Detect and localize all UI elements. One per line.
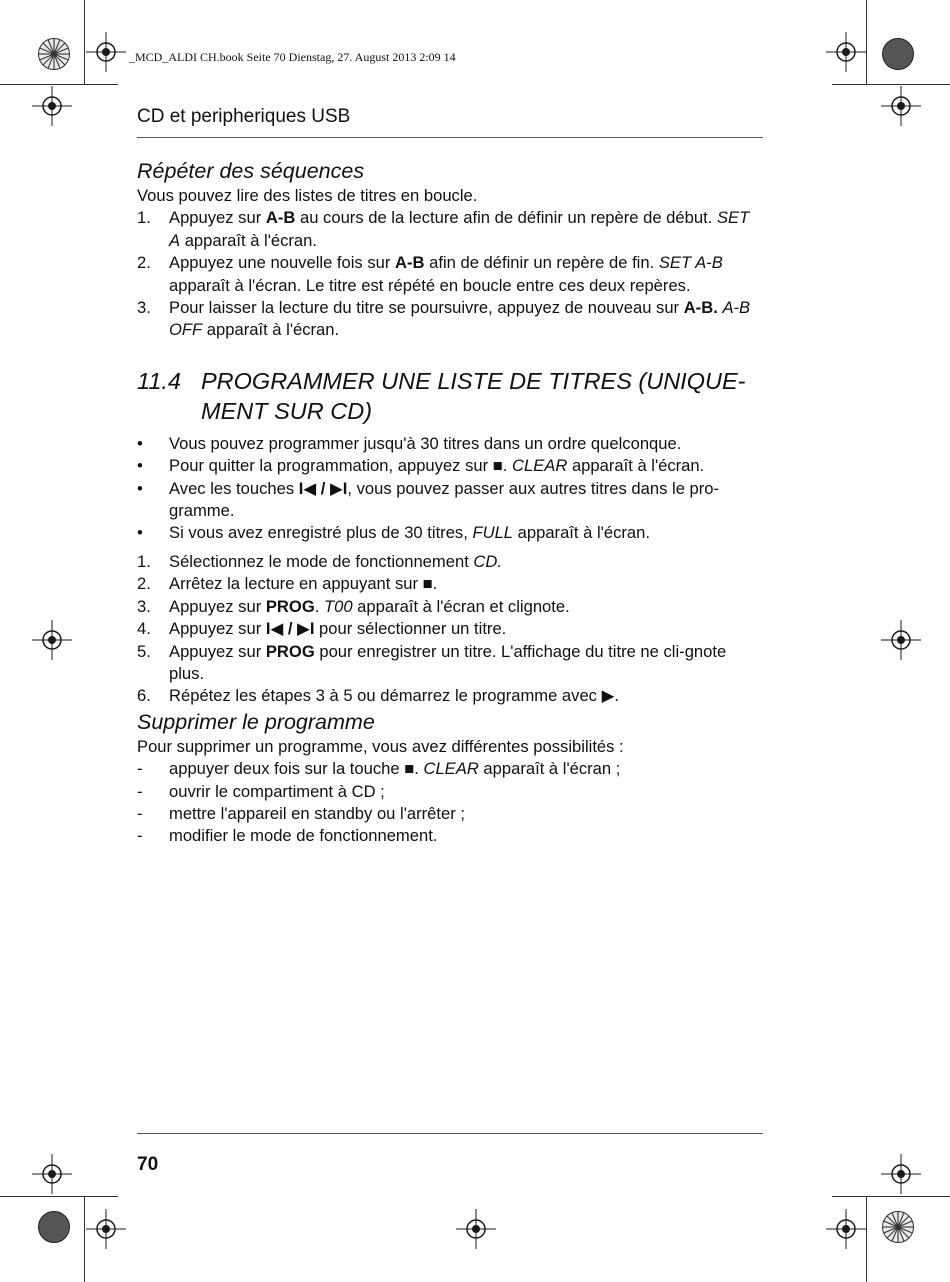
display-text: CD.: [473, 551, 502, 571]
repeat-step: [137, 207, 763, 252]
step-text: Appuyez sur: [169, 596, 266, 616]
display-text: SET A: [169, 208, 750, 250]
bullet-item: [137, 455, 763, 477]
bullet-icon: •: [137, 433, 143, 453]
dash-icon: -: [137, 826, 143, 846]
crop-line: [832, 84, 950, 85]
program-step: [137, 551, 763, 573]
step-text: apparaît à l'écran.: [202, 320, 340, 340]
bullet-icon: •: [137, 523, 143, 543]
key-label: PROG: [265, 596, 315, 616]
program-step: [137, 573, 763, 595]
section-title: PROGRAMMER UNE LISTE DE TITRES (UNIQUE-MENT SUR CD): [201, 367, 746, 424]
crop-line: [866, 1196, 867, 1282]
step-text: Répétez les étapes 3 à 5 ou démarrez le programme avec ▶.: [169, 686, 619, 706]
step-number: 5.: [137, 641, 151, 661]
crosshair-icon: [826, 32, 866, 72]
section-bullets: [137, 433, 763, 545]
key-label: PROG: [265, 641, 315, 661]
dash-text: modifier le mode de fonctionnement.: [169, 826, 438, 846]
repeat-step: [137, 297, 763, 342]
crosshair-icon: [826, 1209, 866, 1249]
step-text: pour sélectionner un titre.: [314, 619, 507, 639]
crop-line: [866, 0, 867, 84]
step-number: 6.: [137, 686, 151, 706]
display-text: FULL: [472, 523, 514, 543]
dash-text: mettre l'appareil en standby ou l'arrêter ;: [169, 803, 465, 823]
crosshair-icon: [32, 620, 72, 660]
section-heading: [137, 366, 763, 426]
step-text: Pour laisser la lecture du titre se poursuivre, appuyez de nouveau sur: [169, 298, 684, 318]
step-text: pour enregistrer un titre. L'affichage du titre ne cli-gnote plus.: [169, 641, 727, 683]
crop-line: [0, 1196, 118, 1197]
dash-item: [137, 781, 763, 803]
step-text: afin de définir un repère de fin.: [424, 253, 659, 273]
dash-icon: -: [137, 781, 143, 801]
footer-rule: [137, 1133, 763, 1134]
crop-line: [832, 1196, 950, 1197]
display-text: SET A-B: [658, 253, 723, 273]
step-number: 4.: [137, 619, 151, 639]
dash-text: appuyer deux fois sur la touche ■.: [169, 759, 424, 779]
step-text: .: [314, 596, 324, 616]
crosshair-icon: [881, 1154, 921, 1194]
repeat-steps: [137, 207, 763, 341]
step-text: apparaît à l'écran et clignote.: [352, 596, 570, 616]
book-source-line: _MCD_ALDI CH.book Seite 70 Dienstag, 27. August 2013 2:09 14: [129, 50, 456, 64]
step-text: au cours de la lecture afin de définir un repère de début.: [295, 208, 717, 228]
bullet-text: Pour quitter la programmation, appuyez sur ■.: [169, 456, 512, 476]
solid-target-icon: [881, 37, 915, 71]
dash-item: [137, 825, 763, 847]
key-label: A-B: [395, 253, 425, 273]
dash-icon: -: [137, 759, 143, 779]
key-label: I◀ / ▶I: [265, 619, 315, 639]
dash-item: [137, 803, 763, 825]
running-head: CD et peripheriques USB: [137, 106, 351, 127]
section-number: 11.4: [137, 367, 181, 394]
crop-line: [0, 84, 118, 85]
bullet-text: apparaît à l'écran.: [513, 523, 650, 543]
crosshair-icon: [86, 1209, 126, 1249]
crop-line: [84, 1196, 85, 1282]
display-text: CLEAR: [423, 759, 479, 779]
repeat-step: [137, 252, 763, 297]
crosshair-icon: [32, 1154, 72, 1194]
dash-text: ouvrir le compartiment à CD ;: [169, 781, 385, 801]
step-number: 3.: [137, 596, 151, 616]
display-text: CLEAR: [511, 456, 568, 476]
bullet-text: Si vous avez enregistré plus de 30 titres,: [169, 523, 473, 543]
delete-options: [137, 758, 763, 848]
step-text: Appuyez sur: [169, 641, 266, 661]
crosshair-icon: [456, 1209, 496, 1249]
crosshair-icon: [881, 620, 921, 660]
step-text: apparaît à l'écran.: [180, 230, 318, 250]
bullet-text: apparaît à l'écran.: [567, 456, 705, 476]
repeat-heading: Répéter des séquences: [137, 159, 365, 183]
dash-item: [137, 758, 763, 780]
header-rule: [137, 137, 763, 138]
bullet-item: [137, 522, 763, 544]
crosshair-icon: [881, 86, 921, 126]
dash-text: apparaît à l'écran ;: [478, 759, 621, 779]
display-text: T00: [323, 596, 353, 616]
sunburst-icon: [37, 37, 71, 71]
step-text: apparaît à l'écran. Le titre est répété en boucle entre ces deux repères.: [169, 275, 691, 295]
program-step: [137, 618, 763, 640]
step-number: 1.: [137, 208, 151, 228]
page-content: [137, 157, 763, 848]
step-text: Appuyez une nouvelle fois sur: [169, 253, 396, 273]
step-text: Arrêtez la lecture en appuyant sur ■.: [169, 574, 438, 594]
sunburst-icon: [881, 1210, 915, 1244]
program-step: [137, 685, 763, 707]
bullet-icon: •: [137, 478, 143, 498]
step-number: 3.: [137, 298, 151, 318]
crosshair-icon: [86, 32, 126, 72]
step-number: 2.: [137, 574, 151, 594]
bullet-icon: •: [137, 456, 143, 476]
bullet-text: Avec les touches: [169, 478, 299, 498]
crosshair-icon: [32, 86, 72, 126]
dash-icon: -: [137, 803, 143, 823]
key-label: A-B: [265, 208, 296, 228]
step-number: 2.: [137, 253, 151, 273]
delete-intro: Pour supprimer un programme, vous avez différentes possibilités :: [137, 736, 624, 756]
bullet-item: [137, 478, 763, 523]
solid-target-icon: [37, 1210, 71, 1244]
crop-line: [84, 0, 85, 84]
program-step: [137, 641, 763, 686]
bullet-text: , vous pouvez passer aux autres titres dans le pro-gramme.: [169, 478, 720, 521]
bullet-item: [137, 433, 763, 455]
program-steps: [137, 551, 763, 708]
step-text: Appuyez sur: [169, 208, 266, 228]
repeat-intro: Vous pouvez lire des listes de titres en boucle.: [137, 186, 478, 205]
key-label: A-B.: [683, 298, 718, 318]
bullet-text: Vous pouvez programmer jusqu'à 30 titres dans un ordre quelconque.: [169, 433, 682, 453]
page-number: 70: [137, 1154, 159, 1175]
delete-heading: Supprimer le programme: [137, 709, 375, 734]
step-number: 1.: [137, 551, 151, 571]
step-text: Sélectionnez le mode de fonctionnement: [169, 551, 474, 571]
key-label: I◀ / ▶I: [298, 478, 348, 498]
step-text: Appuyez sur: [169, 619, 266, 639]
display-text: A-B OFF: [169, 298, 751, 340]
program-step: [137, 596, 763, 618]
